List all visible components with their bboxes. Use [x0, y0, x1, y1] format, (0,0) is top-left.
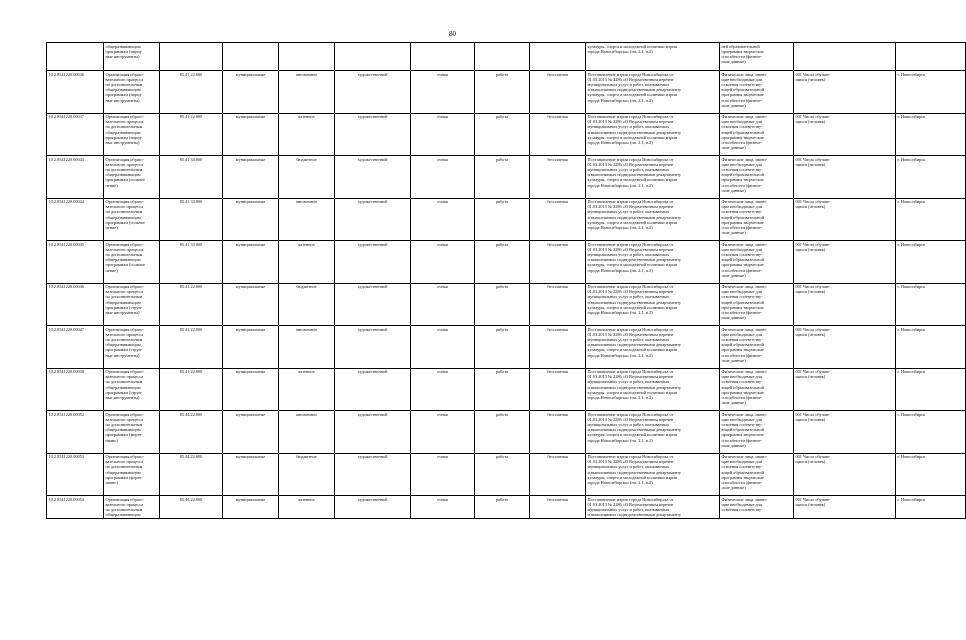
- continued-basis-cell: культуры, спорта и молодежной политики мэрии города Новосибирска» (пп. 2.1, п.2): [586, 43, 720, 71]
- institution-type-cell: бюджетное: [279, 453, 335, 496]
- indicator-cell: 001 Число обучаю- щихся (человек): [794, 283, 896, 326]
- category-cell: работа: [475, 71, 530, 114]
- direction-cell: художественной: [335, 411, 411, 454]
- ownership-form-cell: муниципальные: [223, 156, 279, 199]
- code-cell: 10.2.8541220.00048: [47, 368, 104, 411]
- legal-basis-cell: Постановление мэрии города Новосибирска от 01.03.2013 № 2286 «О Ведомственном перечне муниципальных услуг и работ, оказываемых и выполняемых подведомственными департаменту: [586, 496, 720, 519]
- table-row: [47, 453, 966, 496]
- study-form-cell: очная: [411, 241, 475, 284]
- okved-cell: 85.41.22.000: [160, 113, 223, 156]
- code-cell: 10.2.8541220.00053: [47, 453, 104, 496]
- table-row: [47, 156, 966, 199]
- place-cell: г. Новосибирск: [896, 283, 966, 326]
- table-row: [47, 326, 966, 369]
- table-row: [47, 496, 966, 519]
- institution-type-cell: бюджетное: [279, 156, 335, 199]
- direction-cell: художественной: [335, 113, 411, 156]
- payment-cell: бесплатная: [530, 496, 586, 519]
- institution-type-cell: автономное: [279, 411, 335, 454]
- legal-basis-cell: Постановление мэрии города Новосибирска от 01.03.2013 № 2286 «О Ведомственном перечне муниципальных услуг и работ, оказываемых и выполняемых подведомственными департаменту культуры, спорта и молодежной политики мэрии города Новосибирска» (пп. 2.1, п.2): [586, 326, 720, 369]
- direction-cell: художественной: [335, 326, 411, 369]
- payment-cell: бесплатная: [530, 198, 586, 241]
- indicator-cell: 001 Число обучаю- щихся (человек): [794, 156, 896, 199]
- okved-cell: 85.44.22.000: [160, 411, 223, 454]
- ownership-form-cell: муниципальные: [223, 368, 279, 411]
- legal-basis-cell: Постановление мэрии города Новосибирска от 01.03.2013 № 2286 «О Ведомственном перечне муниципальных услуг и работ, оказываемых и выполняемых подведомственными департаменту культуры, спорта и молодежной политики мэрии города Новосибирска» (пп. 2.1, п.2): [586, 453, 720, 496]
- indicator-cell: 001 Число обучаю- щихся (человек): [794, 113, 896, 156]
- ownership-form-cell: муниципальные: [223, 198, 279, 241]
- payment-cell: бесплатная: [530, 113, 586, 156]
- code-cell: 10.2.8541220.00054: [47, 496, 104, 519]
- study-form-cell: очная: [411, 283, 475, 326]
- payment-cell: бесплатная: [530, 326, 586, 369]
- payment-cell: бесплатная: [530, 71, 586, 114]
- okved-cell: 85.41.22.000: [160, 71, 223, 114]
- legal-basis-cell: Постановление мэрии города Новосибирска от 01.03.2013 № 2286 «О Ведомственном перечне муниципальных услуг и работ, оказываемых и выполняемых подведомственными департаменту культуры, спорта и молодежной политики мэрии города Новосибирска» (пп. 2.1, п.2): [586, 198, 720, 241]
- institution-type-cell: казенное: [279, 368, 335, 411]
- consumers-cell: Физические лица, имею- щие необходимые для освоения соответству- ющей образовательной программы творческие способности (физиче- ские данные): [720, 198, 794, 241]
- consumers-cell: Физические лица, имею- щие необходимые для освоения соответству-: [720, 496, 794, 519]
- institution-type-cell: бюджетное: [279, 283, 335, 326]
- category-cell: работа: [475, 241, 530, 284]
- place-cell: г. Новосибирск: [896, 453, 966, 496]
- legal-basis-cell: Постановление мэрии города Новосибирска от 01.03.2013 № 2286 «О Ведомственном перечне муниципальных услуг и работ, оказываемых и выполняемых подведомственными департаменту культуры, спорта и молодежной политики мэрии города Новосибирска» (пп. 2.1, п.2): [586, 241, 720, 284]
- page-number: 80: [449, 30, 456, 38]
- service-cell: Организация образо- вательного процесса по дополнительным общеразвивающим программам (форте- пиано): [104, 411, 160, 454]
- service-cell: Организация образо- вательного процесса по дополнительным общеразвивающим программам (форте- пиано): [104, 453, 160, 496]
- service-cell: Организация образо- вательного процесса по дополнительным общеразвивающим программам (сольное пение): [104, 241, 160, 284]
- ownership-form-cell: муниципальные: [223, 113, 279, 156]
- place-cell: г. Новосибирск: [896, 368, 966, 411]
- place-cell: г. Новосибирск: [896, 326, 966, 369]
- ownership-form-cell: муниципальные: [223, 496, 279, 519]
- consumers-cell: Физические лица, имею- щие необходимые для освоения соответству- ющей образовательной программы творческие способности (физиче- ские данные): [720, 156, 794, 199]
- service-cell: Организация образо- вательного процесса по дополнительным общеразвивающим программам (струн- ные инструменты): [104, 368, 160, 411]
- payment-cell: бесплатная: [530, 453, 586, 496]
- ownership-form-cell: муниципальные: [223, 283, 279, 326]
- okved-cell: 85.41.22.000: [160, 326, 223, 369]
- continued-service-cell: общеразвивающим программам (народ- ные инструменты): [104, 43, 160, 71]
- legal-basis-cell: Постановление мэрии города Новосибирска от 01.03.2013 № 2286 «О Ведомственном перечне муниципальных услуг и работ, оказываемых и выполняемых подведомственными департаменту культуры, спорта и молодежной политики мэрии города Новосибирска» (пп. 2.1, п.2): [586, 368, 720, 411]
- legal-basis-cell: Постановление мэрии города Новосибирска от 01.03.2013 № 2286 «О Ведомственном перечне муниципальных услуг и работ, оказываемых и выполняемых подведомственными департаменту культуры, спорта и молодежной политики мэрии города Новосибирска» (пп. 2.1, п.2): [586, 113, 720, 156]
- category-cell: работа: [475, 156, 530, 199]
- place-cell: г. Новосибирск: [896, 156, 966, 199]
- place-cell: г. Новосибирск: [896, 411, 966, 454]
- table-row: [47, 283, 966, 326]
- okved-cell: 85.44.22.000: [160, 496, 223, 519]
- continued-row: [47, 43, 966, 71]
- table-row: [47, 411, 966, 454]
- legal-basis-cell: Постановление мэрии города Новосибирска от 01.03.2013 № 2286 «О Ведомственном перечне муниципальных услуг и работ, оказываемых и выполняемых подведомственными департаменту культуры, спорта и молодежной политики мэрии города Новосибирска» (пп. 2.1, п.2): [586, 411, 720, 454]
- place-cell: г. Новосибирск: [896, 496, 966, 519]
- consumers-cell: Физические лица, имею- щие необходимые для освоения соответству- ющей образовательной программы творческие способности (физиче- ские данные): [720, 411, 794, 454]
- institution-type-cell: казенное: [279, 496, 335, 519]
- indicator-cell: 001 Число обучаю- щихся (человек): [794, 453, 896, 496]
- payment-cell: бесплатная: [530, 241, 586, 284]
- consumers-cell: Физические лица, имею- щие необходимые для освоения соответству- ющей образовательной программы творческие способности (физиче- ские данные): [720, 368, 794, 411]
- study-form-cell: очная: [411, 453, 475, 496]
- direction-cell: художественной: [335, 368, 411, 411]
- legal-basis-cell: Постановление мэрии города Новосибирска от 01.03.2013 № 2286 «О Ведомственном перечне муниципальных услуг и работ, оказываемых и выполняемых подведомственными департаменту культуры, спорта и молодежной политики мэрии города Новосибирска» (пп. 2.1, п.2): [586, 283, 720, 326]
- legal-basis-cell: Постановление мэрии города Новосибирска от 01.03.2013 № 2286 «О Ведомственном перечне муниципальных услуг и работ, оказываемых и выполняемых подведомственными департаменту культуры, спорта и молодежной политики мэрии города Новосибирска» (пп. 2.1, п.2): [586, 156, 720, 199]
- service-cell: Организация образо- вательного процесса по дополнительным общеразвивающим программам (сольное пение): [104, 156, 160, 199]
- okved-cell: 85.44.22.000: [160, 453, 223, 496]
- place-cell: г. Новосибирск: [896, 198, 966, 241]
- category-cell: работа: [475, 411, 530, 454]
- continued-consumers-cell: ней образовательной программы творческие способности (физиче- ские данные): [720, 43, 794, 71]
- category-cell: работа: [475, 283, 530, 326]
- indicator-cell: 001 Число обучаю- щихся (человек): [794, 241, 896, 284]
- indicator-cell: 001 Число обучаю- щихся (человек): [794, 71, 896, 114]
- service-cell: Организация образо- вательного процесса по дополнительным общеразвивающим программам (струн- ные инструменты): [104, 326, 160, 369]
- ownership-form-cell: муниципальные: [223, 326, 279, 369]
- okved-cell: 85.41.33.000: [160, 156, 223, 199]
- indicator-cell: 001 Число обучаю- щихся (человек): [794, 411, 896, 454]
- services-register-table: [46, 42, 966, 519]
- direction-cell: художественной: [335, 453, 411, 496]
- consumers-cell: Физические лица, имею- щие необходимые для освоения соответству- ющей образовательной программы творческие способности (физиче- ские данные): [720, 326, 794, 369]
- study-form-cell: очная: [411, 71, 475, 114]
- table-row: [47, 71, 966, 114]
- category-cell: работа: [475, 496, 530, 519]
- direction-cell: художественной: [335, 283, 411, 326]
- study-form-cell: очная: [411, 113, 475, 156]
- direction-cell: художественной: [335, 496, 411, 519]
- study-form-cell: очная: [411, 496, 475, 519]
- category-cell: работа: [475, 198, 530, 241]
- table-row: [47, 368, 966, 411]
- payment-cell: бесплатная: [530, 411, 586, 454]
- consumers-cell: Физические лица, имею- щие необходимые для освоения соответству- ющей образовательной программы творческие способности (физиче- ские данные): [720, 241, 794, 284]
- code-cell: 10.2.8541220.00052: [47, 411, 104, 454]
- code-cell: 10.2.8541220.00036: [47, 71, 104, 114]
- code-cell: 10.2.8541220.00046: [47, 283, 104, 326]
- direction-cell: художественной: [335, 71, 411, 114]
- service-cell: Организация образо- вательного процесса по дополнительным общеразвивающим программам (народ- ные инструменты): [104, 71, 160, 114]
- table-row: [47, 198, 966, 241]
- direction-cell: художественной: [335, 156, 411, 199]
- institution-type-cell: автономное: [279, 326, 335, 369]
- table-row: [47, 241, 966, 284]
- consumers-cell: Физические лица, имею- щие необходимые для освоения соответству- ющей образовательной программы творческие способности (физиче- ские данные): [720, 453, 794, 496]
- code-cell: 10.2.8541220.00045: [47, 241, 104, 284]
- indicator-cell: 001 Число обучаю- щихся (человек): [794, 198, 896, 241]
- ownership-form-cell: муниципальные: [223, 453, 279, 496]
- place-cell: г. Новосибирск: [896, 71, 966, 114]
- study-form-cell: очная: [411, 411, 475, 454]
- indicator-cell: 001 Число обучаю- щихся (человек): [794, 368, 896, 411]
- payment-cell: бесплатная: [530, 283, 586, 326]
- study-form-cell: очная: [411, 368, 475, 411]
- okved-cell: 85.41.22.000: [160, 368, 223, 411]
- category-cell: работа: [475, 113, 530, 156]
- consumers-cell: Физические лица, имею- щие необходимые для освоения соответству- ющей образовательной программы творческие способности (физиче- ские данные): [720, 71, 794, 114]
- okved-cell: 85.41.22.000: [160, 283, 223, 326]
- payment-cell: бесплатная: [530, 368, 586, 411]
- consumers-cell: Физические лица, имею- щие необходимые для освоения соответству- ющей образовательной программы творческие способности (физиче- ские данные): [720, 283, 794, 326]
- payment-cell: бесплатная: [530, 156, 586, 199]
- category-cell: работа: [475, 326, 530, 369]
- service-cell: Организация образо- вательного процесса по дополнительным общеразвивающим: [104, 496, 160, 519]
- place-cell: г. Новосибирск: [896, 241, 966, 284]
- category-cell: работа: [475, 453, 530, 496]
- institution-type-cell: автономное: [279, 198, 335, 241]
- ownership-form-cell: муниципальные: [223, 411, 279, 454]
- direction-cell: художественной: [335, 241, 411, 284]
- institution-type-cell: казенное: [279, 113, 335, 156]
- code-cell: 10.2.8541220.00047: [47, 326, 104, 369]
- category-cell: работа: [475, 368, 530, 411]
- code-cell: 10.2.8541220.00044: [47, 198, 104, 241]
- study-form-cell: очная: [411, 198, 475, 241]
- direction-cell: художественной: [335, 198, 411, 241]
- okved-cell: 85.41.33.000: [160, 198, 223, 241]
- legal-basis-cell: Постановление мэрии города Новосибирска от 01.03.2013 № 2286 «О Ведомственном перечне муниципальных услуг и работ, оказываемых и выполняемых подведомственными департаменту культуры, спорта и молодежной политики мэрии города Новосибирска» (пп. 2.1, п.2): [586, 71, 720, 114]
- place-cell: г. Новосибирск: [896, 113, 966, 156]
- table-row: [47, 113, 966, 156]
- service-cell: Организация образо- вательного процесса по дополнительным общеразвивающим программам (народ- ные инструменты): [104, 113, 160, 156]
- institution-type-cell: казенное: [279, 241, 335, 284]
- study-form-cell: очная: [411, 156, 475, 199]
- code-cell: 10.2.8541220.00037: [47, 113, 104, 156]
- code-cell: 10.2.8541220.00043: [47, 156, 104, 199]
- ownership-form-cell: муниципальные: [223, 241, 279, 284]
- service-cell: Организация образо- вательного процесса по дополнительным общеразвивающим программам (струн- ные инструменты): [104, 283, 160, 326]
- okved-cell: 85.41.33.000: [160, 241, 223, 284]
- service-cell: Организация образо- вательного процесса по дополнительным общеразвивающим программам (сольное пение): [104, 198, 160, 241]
- consumers-cell: Физические лица, имею- щие необходимые для освоения соответству- ющей образовательной программы творческие способности (физиче- ские данные): [720, 113, 794, 156]
- indicator-cell: 001 Число обучаю- щихся (человек): [794, 496, 896, 519]
- institution-type-cell: автономное: [279, 71, 335, 114]
- study-form-cell: очная: [411, 326, 475, 369]
- ownership-form-cell: муниципальные: [223, 71, 279, 114]
- indicator-cell: 001 Число обучаю- щихся (человек): [794, 326, 896, 369]
